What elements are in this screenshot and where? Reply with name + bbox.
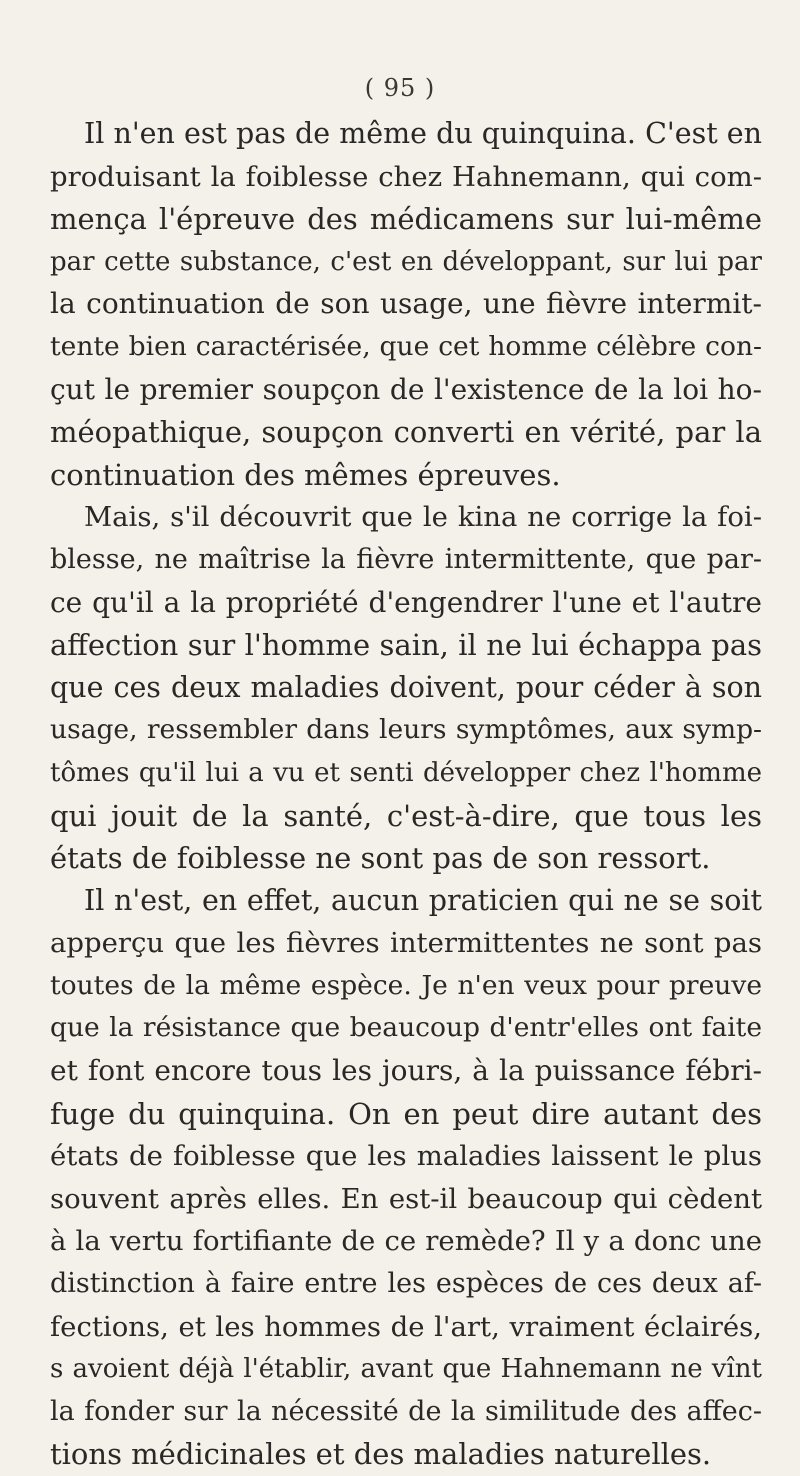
text-line: Mais, s'il découvrit que le kina ne corrige la foi-: [84, 501, 762, 534]
text-line: Il n'en est pas de même du quinquina. C'est en: [84, 117, 762, 150]
text-line: toutes de la même espèce. Je n'en veux pour preuve: [50, 969, 762, 1001]
text-line: états de foiblesse que les maladies laissent le plus: [50, 1140, 762, 1173]
text-line: tente bien caractérisée, que cet homme célèbre con-: [50, 330, 762, 362]
page-number: ( 95 ): [364, 74, 436, 102]
text-line: fuge du quinquina. On en peut dire autant des: [50, 1096, 762, 1131]
text-line: la continuation de son usage, une fièvre intermit-: [50, 287, 762, 321]
text-line: blesse, ne maîtrise la fièvre intermittente, que par-: [50, 543, 762, 575]
text-line: la fonder sur la nécessité de la similitude des affec-: [50, 1395, 762, 1427]
text-line: à la vertu fortifiante de ce remède? Il y a donc une: [50, 1225, 762, 1258]
text-line: et font encore tous les jours, à la puissance fébri-: [50, 1054, 762, 1088]
text-line: çut le premier soupçon de l'existence de la loi ho-: [50, 372, 762, 406]
text-line: qui jouit de la santé, c'est-à-dire, que tous les: [50, 798, 762, 833]
text-line: tions médicinales et des maladies naturelles.: [50, 1437, 712, 1472]
text-line: mença l'épreuve des médicamens sur lui-même: [50, 202, 762, 237]
body-text: [50, 113, 762, 1476]
text-line: états de foiblesse ne sont pas de son ressort.: [50, 841, 711, 876]
text-line: usage, ressembler dans leurs symptômes, aux symp-: [50, 714, 762, 746]
text-line: que ces deux maladies doivent, pour céder à son: [50, 670, 762, 704]
text-line: Il n'est, en effet, aucun praticien qui ne se soit: [84, 883, 762, 917]
text-line: s avoient déjà l'établir, avant que Hahnemann ne vînt: [50, 1354, 762, 1385]
text-line: affection sur l'homme sain, il ne lui échappa pas: [50, 628, 762, 663]
text-line: souvent après elles. En est-il beaucoup qui cèdent: [50, 1182, 762, 1215]
text-line: ce qu'il a la propriété d'engendrer l'une et l'autre: [50, 585, 762, 619]
text-line: fections, et les hommes de l'art, vraiment éclairés,: [50, 1310, 762, 1343]
text-line: méopathique, soupçon converti en vérité, par la: [50, 415, 762, 450]
text-line: par cette substance, c'est en développant, sur lui par: [50, 246, 762, 277]
text-line: continuation des mêmes épreuves.: [50, 457, 561, 492]
text-line: tômes qu'il lui a vu et senti développer chez l'homme: [50, 757, 762, 788]
text-line: apperçu que les fièvres intermittentes ne sont pas: [50, 927, 762, 960]
text-line: distinction à faire entre les espèces de ces deux af-: [50, 1268, 762, 1300]
text-line: produisant la foiblesse chez Hahnemann, qui com-: [50, 160, 762, 193]
text-line: que la résistance que beaucoup d'entr'elles ont faite: [50, 1012, 762, 1044]
